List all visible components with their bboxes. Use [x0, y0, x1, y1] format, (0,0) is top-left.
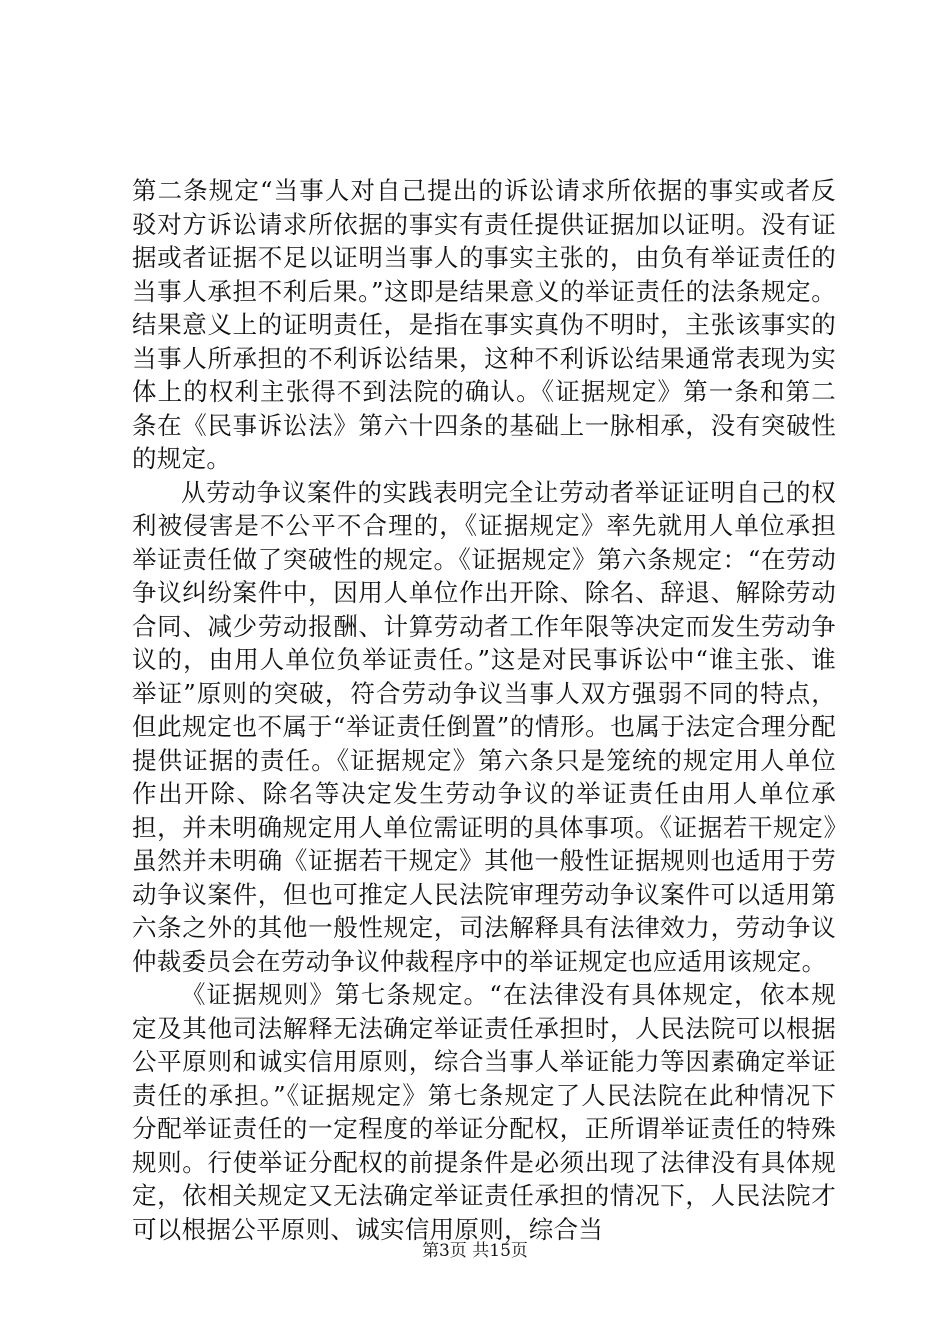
- document-body: [132, 174, 836, 1246]
- paragraph-1: 第二条规定“当事人对自己提出的诉讼请求所依据的事实或者反驳对方诉讼请求所依据的事实有责任提供证据加以证明。没有证据或者证据不足以证明当事人的事实主张的，由负有举证责任的当事人承担不利后果。”这即是结果意义的举证责任的法条规定。结果意义上的证明责任，是指在事实真伪不明时，主张该事实的当事人所承担的不利诉讼结果，这种不利诉讼结果通常表现为实体上的权利主张得不到法院的确认。《证据规定》第一条和第二条在《民事诉讼法》第六十四条的基础上一脉相承，没有突破性的规定。: [132, 176, 836, 473]
- page-footer: [0, 1240, 950, 1262]
- page-number-label: 第3页 共15页: [422, 1241, 528, 1261]
- paragraph-2: 从劳动争议案件的实践表明完全让劳动者举证证明自己的权利被侵害是不公平不合理的，《证据规定》率先就用人单位承担举证责任做了突破性的规定。《证据规定》第六条规定：“在劳动争议纠纷案件中，因用人单位作出开除、除名、辞退、解除劳动合同、减少劳动报酬、计算劳动者工作年限等决定而发生劳动争议的，由用人单位负举证责任。”这是对民事诉讼中“谁主张、谁举证”原则的突破，符合劳动争议当事人双方强弱不同的特点，但此规定也不属于“举证责任倒置”的情形。也属于法定合理分配提供证据的责任。《证据规定》第六条只是笼统的规定用人单位作出开除、除名等决定发生劳动争议的举证责任由用人单位承担，并未明确规定用人单位需证明的具体事项。《证据若干规定》虽然并未明确《证据若干规定》其他一般性证据规则也适用于劳动争议案件，但也可推定人民法院审理劳动争议案件可以适用第六条之外的其他一般性规定，司法解释具有法律效力，劳动争议仲裁委员会在劳动争议仲裁程序中的举证规定也应适用该规定。: [132, 477, 837, 976]
- paragraph-3: 《证据规则》第七条规定。“在法律没有具体规定，依本规定及其他司法解释无法确定举证责任承担时，人民法院可以根据公平原则和诚实信用原则，综合当事人举证能力等因素确定举证责任的承担。”《证据规定》第七条规定了人民法院在此种情况下分配举证责任的一定程度的举证分配权，正所谓举证责任的特殊规则。行使举证分配权的前提条件是必须出现了法律没有具体规定，依相关规定又无法确定举证责任承担的情况下，人民法院才可以根据公平原则、诚实信用原则，综合当: [132, 980, 836, 1244]
